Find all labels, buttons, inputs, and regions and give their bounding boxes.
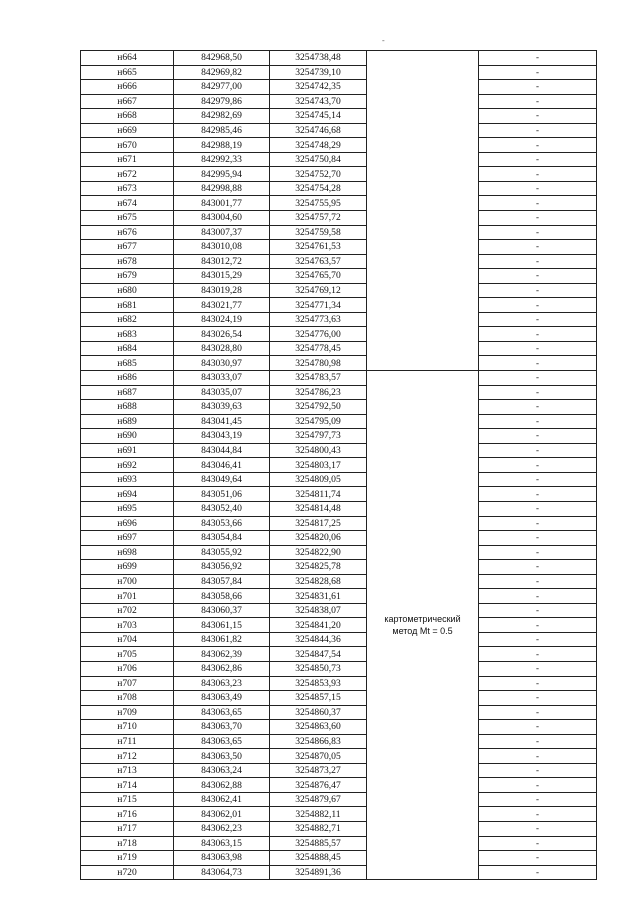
- table-row: [81, 211, 597, 226]
- y-coordinate-cell: 3254739,10: [270, 65, 367, 80]
- table-row: [81, 429, 597, 444]
- x-coordinate-cell: 843021,77: [174, 298, 270, 313]
- x-coordinate-cell: 842995,94: [174, 167, 270, 182]
- y-coordinate-cell: 3254831,61: [270, 589, 367, 604]
- table-row: [81, 458, 597, 473]
- point-id-cell: н689: [81, 414, 174, 429]
- dash-cell: -: [479, 560, 597, 575]
- point-id-cell: н671: [81, 152, 174, 167]
- method-label-line2: метод Mt = 0.5: [392, 626, 453, 637]
- y-coordinate-cell: 3254885,57: [270, 836, 367, 851]
- table-row: [81, 400, 597, 415]
- x-coordinate-cell: 843057,84: [174, 574, 270, 589]
- x-coordinate-cell: 843019,28: [174, 283, 270, 298]
- table-row: [81, 749, 597, 764]
- x-coordinate-cell: 843062,23: [174, 821, 270, 836]
- point-id-cell: н672: [81, 167, 174, 182]
- x-coordinate-cell: 843056,92: [174, 560, 270, 575]
- table-row: [81, 225, 597, 240]
- x-coordinate-cell: 843007,37: [174, 225, 270, 240]
- point-id-cell: н664: [81, 51, 174, 66]
- table-row: [81, 371, 597, 386]
- y-coordinate-cell: 3254817,25: [270, 516, 367, 531]
- point-id-cell: н713: [81, 763, 174, 778]
- table-row: [81, 65, 597, 80]
- point-id-cell: н679: [81, 269, 174, 284]
- y-coordinate-cell: 3254780,98: [270, 356, 367, 371]
- point-id-cell: н674: [81, 196, 174, 211]
- dash-cell: -: [479, 705, 597, 720]
- y-coordinate-cell: 3254857,15: [270, 691, 367, 706]
- table-row: [81, 181, 597, 196]
- method-label-line1: картометрический: [384, 614, 461, 625]
- point-id-cell: н711: [81, 734, 174, 749]
- dash-cell: -: [479, 836, 597, 851]
- table-row: [81, 240, 597, 255]
- y-coordinate-cell: 3254757,72: [270, 211, 367, 226]
- dash-cell: -: [479, 501, 597, 516]
- point-id-cell: н683: [81, 327, 174, 342]
- dash-cell: -: [479, 123, 597, 138]
- x-coordinate-cell: 842969,82: [174, 65, 270, 80]
- dash-cell: -: [479, 691, 597, 706]
- table-row: [81, 574, 597, 589]
- x-coordinate-cell: 843063,65: [174, 705, 270, 720]
- x-coordinate-cell: 842985,46: [174, 123, 270, 138]
- table-row: [81, 647, 597, 662]
- table-row: [81, 661, 597, 676]
- point-id-cell: н708: [81, 691, 174, 706]
- dash-cell: -: [479, 254, 597, 269]
- x-coordinate-cell: 842982,69: [174, 109, 270, 124]
- table-row: [81, 487, 597, 502]
- y-coordinate-cell: 3254814,48: [270, 501, 367, 516]
- dash-cell: -: [479, 749, 597, 764]
- y-coordinate-cell: 3254783,57: [270, 371, 367, 386]
- y-coordinate-cell: 3254803,17: [270, 458, 367, 473]
- dash-cell: -: [479, 792, 597, 807]
- y-coordinate-cell: 3254792,50: [270, 400, 367, 415]
- y-coordinate-cell: 3254888,45: [270, 851, 367, 866]
- point-id-cell: н712: [81, 749, 174, 764]
- method-cell-upper: [367, 51, 479, 371]
- x-coordinate-cell: 843015,29: [174, 269, 270, 284]
- y-coordinate-cell: 3254754,28: [270, 181, 367, 196]
- dash-cell: -: [479, 589, 597, 604]
- table-row: [81, 472, 597, 487]
- table-row: [81, 269, 597, 284]
- dash-cell: -: [479, 225, 597, 240]
- y-coordinate-cell: 3254853,93: [270, 676, 367, 691]
- point-id-cell: н673: [81, 181, 174, 196]
- y-coordinate-cell: 3254847,54: [270, 647, 367, 662]
- y-coordinate-cell: 3254841,20: [270, 618, 367, 633]
- point-id-cell: н719: [81, 851, 174, 866]
- y-coordinate-cell: 3254769,12: [270, 283, 367, 298]
- dash-cell: -: [479, 414, 597, 429]
- x-coordinate-cell: 843061,82: [174, 632, 270, 647]
- dash-cell: -: [479, 632, 597, 647]
- y-coordinate-cell: 3254742,35: [270, 80, 367, 95]
- dash-cell: -: [479, 65, 597, 80]
- dash-cell: -: [479, 269, 597, 284]
- y-coordinate-cell: 3254765,70: [270, 269, 367, 284]
- x-coordinate-cell: 843012,72: [174, 254, 270, 269]
- coordinates-table-body: [81, 51, 597, 880]
- y-coordinate-cell: 3254820,06: [270, 531, 367, 546]
- table-row: [81, 138, 597, 153]
- x-coordinate-cell: 843063,70: [174, 720, 270, 735]
- table-row: [81, 312, 597, 327]
- y-coordinate-cell: 3254755,95: [270, 196, 367, 211]
- x-coordinate-cell: 843062,39: [174, 647, 270, 662]
- x-coordinate-cell: 842988,19: [174, 138, 270, 153]
- point-id-cell: н675: [81, 211, 174, 226]
- table-row: [81, 632, 597, 647]
- y-coordinate-cell: 3254876,47: [270, 778, 367, 793]
- dash-cell: -: [479, 400, 597, 415]
- point-id-cell: н720: [81, 865, 174, 880]
- point-id-cell: н667: [81, 94, 174, 109]
- y-coordinate-cell: 3254844,36: [270, 632, 367, 647]
- point-id-cell: н682: [81, 312, 174, 327]
- y-coordinate-cell: 3254748,29: [270, 138, 367, 153]
- point-id-cell: н694: [81, 487, 174, 502]
- x-coordinate-cell: 843062,01: [174, 807, 270, 822]
- table-row: [81, 545, 597, 560]
- point-id-cell: н700: [81, 574, 174, 589]
- y-coordinate-cell: 3254870,05: [270, 749, 367, 764]
- y-coordinate-cell: 3254863,60: [270, 720, 367, 735]
- point-id-cell: н693: [81, 472, 174, 487]
- y-coordinate-cell: 3254778,45: [270, 341, 367, 356]
- x-coordinate-cell: 843060,37: [174, 603, 270, 618]
- dash-cell: -: [479, 283, 597, 298]
- table-row: [81, 414, 597, 429]
- dash-cell: -: [479, 603, 597, 618]
- table-row: [81, 516, 597, 531]
- point-id-cell: н710: [81, 720, 174, 735]
- table-row: [81, 327, 597, 342]
- x-coordinate-cell: 843054,84: [174, 531, 270, 546]
- x-coordinate-cell: 843030,97: [174, 356, 270, 371]
- dash-cell: -: [479, 734, 597, 749]
- x-coordinate-cell: 843052,40: [174, 501, 270, 516]
- x-coordinate-cell: 843063,15: [174, 836, 270, 851]
- x-coordinate-cell: 843058,66: [174, 589, 270, 604]
- dash-cell: -: [479, 763, 597, 778]
- y-coordinate-cell: 3254797,73: [270, 429, 367, 444]
- x-coordinate-cell: 843044,84: [174, 443, 270, 458]
- dash-cell: -: [479, 240, 597, 255]
- x-coordinate-cell: 843049,64: [174, 472, 270, 487]
- dash-cell: -: [479, 298, 597, 313]
- method-cell: [367, 371, 479, 880]
- x-coordinate-cell: 842968,50: [174, 51, 270, 66]
- x-coordinate-cell: 843051,06: [174, 487, 270, 502]
- dash-cell: -: [479, 443, 597, 458]
- point-id-cell: н707: [81, 676, 174, 691]
- table-row: [81, 836, 597, 851]
- x-coordinate-cell: 843001,77: [174, 196, 270, 211]
- y-coordinate-cell: 3254811,74: [270, 487, 367, 502]
- x-coordinate-cell: 842998,88: [174, 181, 270, 196]
- table-row: [81, 603, 597, 618]
- header-mark: -: [382, 36, 385, 45]
- dash-cell: -: [479, 647, 597, 662]
- x-coordinate-cell: 843063,98: [174, 851, 270, 866]
- y-coordinate-cell: 3254759,58: [270, 225, 367, 240]
- point-id-cell: н699: [81, 560, 174, 575]
- y-coordinate-cell: 3254745,14: [270, 109, 367, 124]
- dash-cell: -: [479, 865, 597, 880]
- dash-cell: -: [479, 531, 597, 546]
- y-coordinate-cell: 3254882,11: [270, 807, 367, 822]
- table-row: [81, 691, 597, 706]
- y-coordinate-cell: 3254809,05: [270, 472, 367, 487]
- y-coordinate-cell: 3254822,90: [270, 545, 367, 560]
- dash-cell: -: [479, 618, 597, 633]
- point-id-cell: н706: [81, 661, 174, 676]
- table-row: [81, 94, 597, 109]
- point-id-cell: н709: [81, 705, 174, 720]
- dash-cell: -: [479, 574, 597, 589]
- x-coordinate-cell: 843055,92: [174, 545, 270, 560]
- table-row: [81, 501, 597, 516]
- coordinates-table: [80, 50, 597, 880]
- table-row: [81, 80, 597, 95]
- dash-cell: -: [479, 429, 597, 444]
- point-id-cell: н696: [81, 516, 174, 531]
- x-coordinate-cell: 842992,33: [174, 152, 270, 167]
- dash-cell: -: [479, 472, 597, 487]
- y-coordinate-cell: 3254761,53: [270, 240, 367, 255]
- point-id-cell: н676: [81, 225, 174, 240]
- table-row: [81, 763, 597, 778]
- y-coordinate-cell: 3254866,83: [270, 734, 367, 749]
- point-id-cell: н715: [81, 792, 174, 807]
- x-coordinate-cell: 843039,63: [174, 400, 270, 415]
- x-coordinate-cell: 843026,54: [174, 327, 270, 342]
- x-coordinate-cell: 843062,86: [174, 661, 270, 676]
- y-coordinate-cell: 3254879,67: [270, 792, 367, 807]
- x-coordinate-cell: 843063,50: [174, 749, 270, 764]
- x-coordinate-cell: 843062,41: [174, 792, 270, 807]
- dash-cell: -: [479, 807, 597, 822]
- dash-cell: -: [479, 94, 597, 109]
- point-id-cell: н702: [81, 603, 174, 618]
- dash-cell: -: [479, 356, 597, 371]
- table-row: [81, 152, 597, 167]
- x-coordinate-cell: 843064,73: [174, 865, 270, 880]
- table-row: [81, 821, 597, 836]
- point-id-cell: н697: [81, 531, 174, 546]
- point-id-cell: н698: [81, 545, 174, 560]
- x-coordinate-cell: 843063,49: [174, 691, 270, 706]
- table-row: [81, 865, 597, 880]
- table-row: [81, 254, 597, 269]
- table-row: [81, 734, 597, 749]
- point-id-cell: н718: [81, 836, 174, 851]
- dash-cell: -: [479, 371, 597, 386]
- table-row: [81, 196, 597, 211]
- point-id-cell: н695: [81, 501, 174, 516]
- table-row: [81, 298, 597, 313]
- point-id-cell: н684: [81, 341, 174, 356]
- dash-cell: -: [479, 152, 597, 167]
- x-coordinate-cell: 843063,23: [174, 676, 270, 691]
- point-id-cell: н691: [81, 443, 174, 458]
- x-coordinate-cell: 843063,24: [174, 763, 270, 778]
- dash-cell: -: [479, 327, 597, 342]
- point-id-cell: н678: [81, 254, 174, 269]
- dash-cell: -: [479, 196, 597, 211]
- x-coordinate-cell: 843024,19: [174, 312, 270, 327]
- table-row: [81, 720, 597, 735]
- x-coordinate-cell: 842979,86: [174, 94, 270, 109]
- table-row: [81, 51, 597, 66]
- dash-cell: -: [479, 676, 597, 691]
- dash-cell: -: [479, 778, 597, 793]
- point-id-cell: н701: [81, 589, 174, 604]
- dash-cell: -: [479, 720, 597, 735]
- x-coordinate-cell: 843061,15: [174, 618, 270, 633]
- x-coordinate-cell: 843041,45: [174, 414, 270, 429]
- table-row: [81, 705, 597, 720]
- x-coordinate-cell: 843033,07: [174, 371, 270, 386]
- method-label: [384, 613, 460, 637]
- table-row: [81, 851, 597, 866]
- table-row: [81, 560, 597, 575]
- y-coordinate-cell: 3254825,78: [270, 560, 367, 575]
- table-row: [81, 589, 597, 604]
- y-coordinate-cell: 3254786,23: [270, 385, 367, 400]
- point-id-cell: н705: [81, 647, 174, 662]
- y-coordinate-cell: 3254850,73: [270, 661, 367, 676]
- y-coordinate-cell: 3254773,63: [270, 312, 367, 327]
- table-row: [81, 109, 597, 124]
- dash-cell: -: [479, 51, 597, 66]
- y-coordinate-cell: 3254795,09: [270, 414, 367, 429]
- table-row: [81, 676, 597, 691]
- y-coordinate-cell: 3254743,70: [270, 94, 367, 109]
- point-id-cell: н687: [81, 385, 174, 400]
- dash-cell: -: [479, 487, 597, 502]
- point-id-cell: н670: [81, 138, 174, 153]
- y-coordinate-cell: 3254891,36: [270, 865, 367, 880]
- table-row: [81, 123, 597, 138]
- dash-cell: -: [479, 109, 597, 124]
- point-id-cell: н692: [81, 458, 174, 473]
- point-id-cell: н681: [81, 298, 174, 313]
- dash-cell: -: [479, 821, 597, 836]
- y-coordinate-cell: 3254860,37: [270, 705, 367, 720]
- dash-cell: -: [479, 181, 597, 196]
- point-id-cell: н669: [81, 123, 174, 138]
- x-coordinate-cell: 843062,88: [174, 778, 270, 793]
- dash-cell: -: [479, 851, 597, 866]
- x-coordinate-cell: 843043,19: [174, 429, 270, 444]
- x-coordinate-cell: 843035,07: [174, 385, 270, 400]
- x-coordinate-cell: 843028,80: [174, 341, 270, 356]
- dash-cell: -: [479, 211, 597, 226]
- y-coordinate-cell: 3254828,68: [270, 574, 367, 589]
- y-coordinate-cell: 3254873,27: [270, 763, 367, 778]
- dash-cell: -: [479, 312, 597, 327]
- dash-cell: -: [479, 545, 597, 560]
- y-coordinate-cell: 3254838,07: [270, 603, 367, 618]
- point-id-cell: н668: [81, 109, 174, 124]
- point-id-cell: н665: [81, 65, 174, 80]
- table-row: [81, 531, 597, 546]
- table-row: [81, 167, 597, 182]
- point-id-cell: н716: [81, 807, 174, 822]
- table-row: [81, 341, 597, 356]
- y-coordinate-cell: 3254882,71: [270, 821, 367, 836]
- table-row: [81, 778, 597, 793]
- dash-cell: -: [479, 661, 597, 676]
- table-row: [81, 443, 597, 458]
- table-row: [81, 385, 597, 400]
- dash-cell: -: [479, 138, 597, 153]
- table-row: [81, 807, 597, 822]
- point-id-cell: н704: [81, 632, 174, 647]
- point-id-cell: н677: [81, 240, 174, 255]
- x-coordinate-cell: 843010,08: [174, 240, 270, 255]
- y-coordinate-cell: 3254746,68: [270, 123, 367, 138]
- table-row: [81, 792, 597, 807]
- y-coordinate-cell: 3254750,84: [270, 152, 367, 167]
- table-row: [81, 356, 597, 371]
- point-id-cell: н714: [81, 778, 174, 793]
- table-row: [81, 618, 597, 633]
- y-coordinate-cell: 3254776,00: [270, 327, 367, 342]
- point-id-cell: н690: [81, 429, 174, 444]
- table-row: [81, 283, 597, 298]
- x-coordinate-cell: 842977,00: [174, 80, 270, 95]
- y-coordinate-cell: 3254763,57: [270, 254, 367, 269]
- x-coordinate-cell: 843063,65: [174, 734, 270, 749]
- point-id-cell: н666: [81, 80, 174, 95]
- dash-cell: -: [479, 516, 597, 531]
- point-id-cell: н703: [81, 618, 174, 633]
- point-id-cell: н717: [81, 821, 174, 836]
- point-id-cell: н685: [81, 356, 174, 371]
- y-coordinate-cell: 3254800,43: [270, 443, 367, 458]
- x-coordinate-cell: 843004,60: [174, 211, 270, 226]
- x-coordinate-cell: 843046,41: [174, 458, 270, 473]
- dash-cell: -: [479, 80, 597, 95]
- x-coordinate-cell: 843053,66: [174, 516, 270, 531]
- y-coordinate-cell: 3254771,34: [270, 298, 367, 313]
- dash-cell: -: [479, 341, 597, 356]
- dash-cell: -: [479, 167, 597, 182]
- point-id-cell: н688: [81, 400, 174, 415]
- y-coordinate-cell: 3254752,70: [270, 167, 367, 182]
- point-id-cell: н686: [81, 371, 174, 386]
- point-id-cell: н680: [81, 283, 174, 298]
- y-coordinate-cell: 3254738,48: [270, 51, 367, 66]
- dash-cell: -: [479, 385, 597, 400]
- dash-cell: -: [479, 458, 597, 473]
